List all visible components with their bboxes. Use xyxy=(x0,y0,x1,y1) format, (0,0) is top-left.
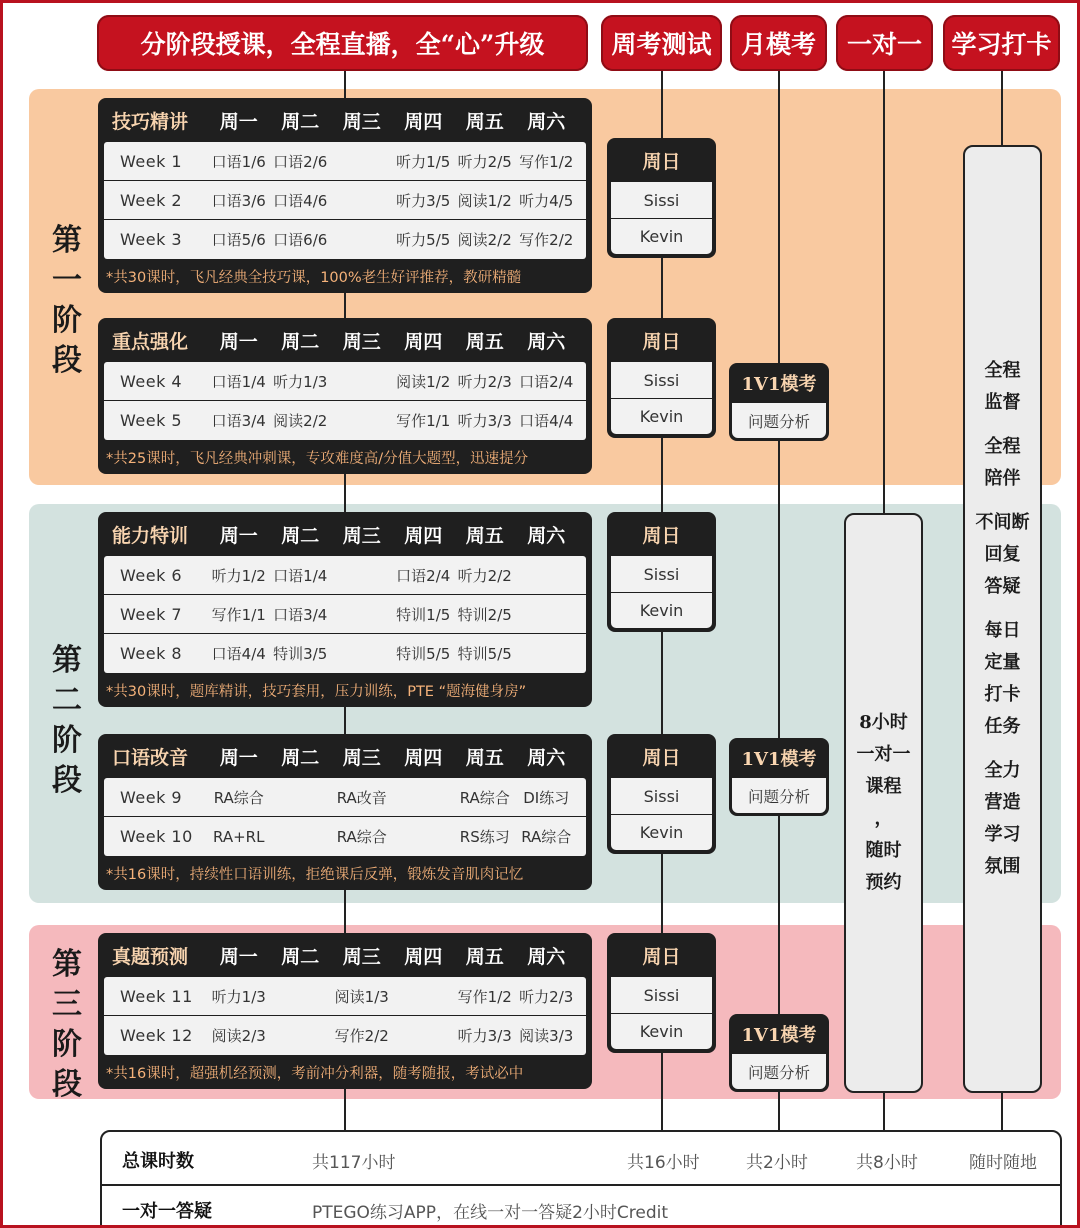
schedule-rows xyxy=(104,142,586,259)
sunday-test-box xyxy=(607,138,716,258)
card-note: *共25课时，飞凡经典冲刺课，专攻难度高/分值大题型，迅速提分 xyxy=(106,450,529,467)
day-header: 周三 xyxy=(342,330,381,353)
teacher-kevin: Kevin xyxy=(611,592,712,628)
sunday-label: 周日 xyxy=(642,746,681,769)
schedule-cell: 写作1/2 xyxy=(519,152,574,171)
schedule-row xyxy=(104,181,586,220)
schedule-cell: 口语3/4 xyxy=(211,412,266,430)
main-header: 分阶段授课，全程直播，全“心”升级 xyxy=(97,15,588,71)
day-header: 周二 xyxy=(281,524,320,547)
schedule-cell: 口语1/6 xyxy=(211,152,266,171)
schedule-cell: 特训5/5 xyxy=(457,645,512,663)
summary-table xyxy=(100,1130,1062,1228)
schedule-cell: 阅读2/2 xyxy=(273,412,328,430)
schedule-cell: 阅读2/2 xyxy=(457,231,512,249)
day-header: 周三 xyxy=(342,524,381,547)
schedule-cell: 口语1/4 xyxy=(273,566,328,585)
course-card-speaking xyxy=(98,734,592,890)
schedule-rows xyxy=(104,778,586,856)
schedule-cell: 口语3/6 xyxy=(211,191,266,210)
schedule-rows xyxy=(104,556,586,673)
day-header: 周二 xyxy=(281,746,320,769)
teacher-sissi: Sissi xyxy=(611,362,712,398)
week-label: Week 5 xyxy=(120,411,183,430)
schedule-cell: 写作1/1 xyxy=(211,605,266,624)
schedule-cell: RA+RL xyxy=(213,827,265,846)
weekly-test-header: 周考测试 xyxy=(601,15,722,71)
schedule-cell: 阅读1/2 xyxy=(457,191,512,210)
teacher-sissi: Sissi xyxy=(611,778,712,814)
day-header: 周一 xyxy=(219,945,258,968)
week-label: Week 10 xyxy=(120,827,193,846)
day-header: 周六 xyxy=(527,330,566,353)
day-header: 周三 xyxy=(342,110,381,133)
course-card-prediction xyxy=(98,933,592,1089)
summary-qa-row xyxy=(102,1184,1060,1228)
day-header: 周四 xyxy=(404,330,443,353)
schedule-cell: RA综合 xyxy=(459,788,510,807)
card-header xyxy=(104,512,586,556)
schedule-cell: 写作2/2 xyxy=(519,231,574,249)
teacher-sissi: Sissi xyxy=(611,556,712,592)
total-hours-label: 总课时数 xyxy=(122,1151,194,1172)
schedule-rows xyxy=(104,977,586,1055)
sunday-test-box xyxy=(607,512,716,632)
day-header: 周二 xyxy=(281,110,320,133)
teacher-sissi: Sissi xyxy=(611,182,712,218)
schedule-cell: 听力4/5 xyxy=(519,191,574,210)
schedule-row xyxy=(104,401,586,440)
day-header: 周六 xyxy=(527,110,566,133)
card-header xyxy=(104,734,586,778)
monthly-mock-header: 月模考 xyxy=(730,15,827,71)
schedule-cell: 听力3/3 xyxy=(457,1027,512,1045)
sunday-label: 周日 xyxy=(642,524,681,547)
day-header: 周一 xyxy=(219,110,258,133)
checkin-header: 学习打卡 xyxy=(943,15,1060,71)
schedule-cell: 口语2/4 xyxy=(396,566,451,585)
total-main-hours: 共117小时 xyxy=(312,1152,396,1173)
total-one-on-one-hours: 共8小时 xyxy=(856,1152,918,1173)
one-on-one-box: 8小时 一对一 课程 ， 随时 预约 xyxy=(844,513,923,1093)
card-title: 口语改音 xyxy=(112,746,189,769)
mock-exam-box xyxy=(729,738,829,816)
course-card-intensive xyxy=(98,318,592,474)
schedule-cell: 阅读1/3 xyxy=(334,987,389,1006)
mock-title: 1V1模考 xyxy=(741,749,817,770)
sunday-test-box xyxy=(607,734,716,854)
schedule-cell: 听力1/3 xyxy=(273,372,328,391)
teacher-kevin: Kevin xyxy=(611,218,712,254)
week-label: Week 2 xyxy=(120,190,183,210)
schedule-cell: 特训1/5 xyxy=(396,605,451,624)
mock-exam-box xyxy=(729,363,829,441)
card-note: *共30课时，题库精讲，技巧套用，压力训练，PTE “题海健身房” xyxy=(106,683,527,700)
schedule-cell: 特训3/5 xyxy=(273,645,328,663)
schedule-cell: 口语5/6 xyxy=(211,231,266,249)
week-label: Week 7 xyxy=(120,604,183,624)
day-header: 周二 xyxy=(281,330,320,353)
schedule-cell: 听力1/2 xyxy=(211,566,266,585)
schedule-cell: DI练习 xyxy=(523,788,570,807)
schedule-row xyxy=(104,142,586,181)
schedule-cell: 听力3/3 xyxy=(457,412,512,430)
schedule-cell: RA综合 xyxy=(521,828,572,846)
mock-subtitle: 问题分析 xyxy=(732,778,826,813)
schedule-rows xyxy=(104,362,586,440)
schedule-cell: 阅读1/2 xyxy=(396,372,451,391)
week-label: Week 1 xyxy=(120,151,183,171)
day-header: 周一 xyxy=(219,524,258,547)
schedule-cell: 阅读2/3 xyxy=(211,1027,266,1045)
schedule-cell: 听力1/5 xyxy=(396,152,451,171)
card-header xyxy=(104,98,586,142)
card-title: 重点强化 xyxy=(112,330,189,353)
schedule-cell: 特训2/5 xyxy=(457,605,512,624)
schedule-cell: 口语6/6 xyxy=(273,231,328,249)
day-header: 周四 xyxy=(404,110,443,133)
schedule-cell: 口语1/4 xyxy=(211,372,266,391)
teacher-kevin: Kevin xyxy=(611,1013,712,1049)
total-checkin: 随时随地 xyxy=(969,1152,1037,1173)
day-header: 周六 xyxy=(527,945,566,968)
schedule-row xyxy=(104,977,586,1016)
schedule-row xyxy=(104,634,586,673)
card-title: 技巧精讲 xyxy=(112,110,189,133)
day-header: 周四 xyxy=(404,945,443,968)
mock-title: 1V1模考 xyxy=(741,374,817,395)
week-label: Week 3 xyxy=(120,230,183,249)
schedule-cell: RA改音 xyxy=(336,788,387,807)
schedule-cell: 口语4/4 xyxy=(519,412,574,430)
schedule-cell: RA综合 xyxy=(336,828,387,846)
day-header: 周一 xyxy=(219,330,258,353)
schedule-cell: 阅读3/3 xyxy=(519,1027,574,1045)
stage-one-label: 第 一 阶 段 xyxy=(52,223,82,378)
card-header xyxy=(104,318,586,362)
week-label: Week 4 xyxy=(120,371,183,391)
teacher-kevin: Kevin xyxy=(611,814,712,850)
schedule-row xyxy=(104,817,586,856)
one-on-one-header: 一对一 xyxy=(836,15,933,71)
summary-total-row xyxy=(102,1134,1060,1186)
schedule-cell: 写作1/1 xyxy=(396,412,451,430)
day-header: 周三 xyxy=(342,945,381,968)
sunday-test-box xyxy=(607,933,716,1053)
day-header: 周二 xyxy=(281,945,320,968)
week-label: Week 12 xyxy=(120,1026,193,1045)
day-header: 周三 xyxy=(342,746,381,769)
schedule-cell: 口语2/6 xyxy=(273,152,328,171)
schedule-cell: 听力2/5 xyxy=(457,152,512,171)
week-label: Week 11 xyxy=(120,986,193,1006)
mock-title: 1V1模考 xyxy=(741,1025,817,1046)
schedule-row xyxy=(104,1016,586,1055)
day-header: 周五 xyxy=(465,330,504,353)
schedule-cell: 听力3/5 xyxy=(396,191,451,210)
day-header: 周五 xyxy=(465,524,504,547)
schedule-cell: 口语3/4 xyxy=(273,605,328,624)
schedule-row xyxy=(104,595,586,634)
week-label: Week 8 xyxy=(120,644,183,663)
day-header: 周四 xyxy=(404,524,443,547)
day-header: 周六 xyxy=(527,524,566,547)
mock-subtitle: 问题分析 xyxy=(732,403,826,438)
total-weekly-hours: 共16小时 xyxy=(627,1152,700,1173)
checkin-box: 全程 监督 全程 陪伴 不间断 回复 答疑 每日 定量 打卡 任务 全力 营造 学习 氛围 xyxy=(963,145,1042,1093)
day-header: 周四 xyxy=(404,746,443,769)
week-label: Week 6 xyxy=(120,565,183,585)
schedule-cell: 听力5/5 xyxy=(396,231,451,249)
schedule-row xyxy=(104,220,586,259)
sunday-label: 周日 xyxy=(642,945,681,968)
week-label: Week 9 xyxy=(120,787,183,807)
day-header: 周一 xyxy=(219,746,258,769)
card-note: *共16课时，持续性口语训练，拒绝课后反弹，锻炼发音肌肉记忆 xyxy=(106,866,524,883)
schedule-cell: 口语4/4 xyxy=(211,645,266,663)
card-header xyxy=(104,933,586,977)
teacher-sissi: Sissi xyxy=(611,977,712,1013)
day-header: 周六 xyxy=(527,746,566,769)
schedule-row xyxy=(104,778,586,817)
qa-label: 一对一答疑 xyxy=(122,1201,212,1222)
mock-subtitle: 问题分析 xyxy=(732,1054,826,1089)
teacher-kevin: Kevin xyxy=(611,398,712,434)
day-header: 周五 xyxy=(465,746,504,769)
schedule-cell: 听力1/3 xyxy=(211,987,266,1006)
course-card-ability xyxy=(98,512,592,707)
course-card-skills xyxy=(98,98,592,293)
schedule-cell: 特训5/5 xyxy=(396,645,451,663)
day-header: 周五 xyxy=(465,110,504,133)
schedule-cell: 听力2/3 xyxy=(457,372,512,391)
schedule-row xyxy=(104,362,586,401)
mock-connector-line xyxy=(778,69,780,1131)
qa-text: PTEGO练习APP，在线一对一答疑2小时Credit xyxy=(312,1202,669,1223)
sunday-label: 周日 xyxy=(642,150,681,173)
schedule-cell: 听力2/2 xyxy=(457,566,512,585)
schedule-row xyxy=(104,556,586,595)
day-header: 周五 xyxy=(465,945,504,968)
card-title: 真题预测 xyxy=(112,945,189,968)
schedule-cell: 口语4/6 xyxy=(273,191,328,210)
schedule-cell: RA综合 xyxy=(213,788,264,807)
schedule-cell: 写作1/2 xyxy=(457,987,512,1006)
mock-exam-box xyxy=(729,1014,829,1092)
schedule-cell: 口语2/4 xyxy=(519,372,574,391)
sunday-label: 周日 xyxy=(642,330,681,353)
schedule-cell: RS练习 xyxy=(459,828,510,846)
stage-two-label: 第 二 阶 段 xyxy=(52,643,82,798)
schedule-cell: 听力2/3 xyxy=(519,987,574,1006)
card-note: *共30课时，飞凡经典全技巧课，100%老生好评推荐，教研精髓 xyxy=(106,269,522,286)
card-note: *共16课时，超强机经预测，考前冲分利器，随考随报，考试必中 xyxy=(106,1065,524,1082)
stage-three-label: 第 三 阶 段 xyxy=(52,947,82,1102)
schedule-cell: 写作2/2 xyxy=(334,1027,389,1045)
sunday-test-box xyxy=(607,318,716,438)
card-title: 能力特训 xyxy=(112,524,189,547)
total-mock-hours: 共2小时 xyxy=(746,1152,808,1173)
